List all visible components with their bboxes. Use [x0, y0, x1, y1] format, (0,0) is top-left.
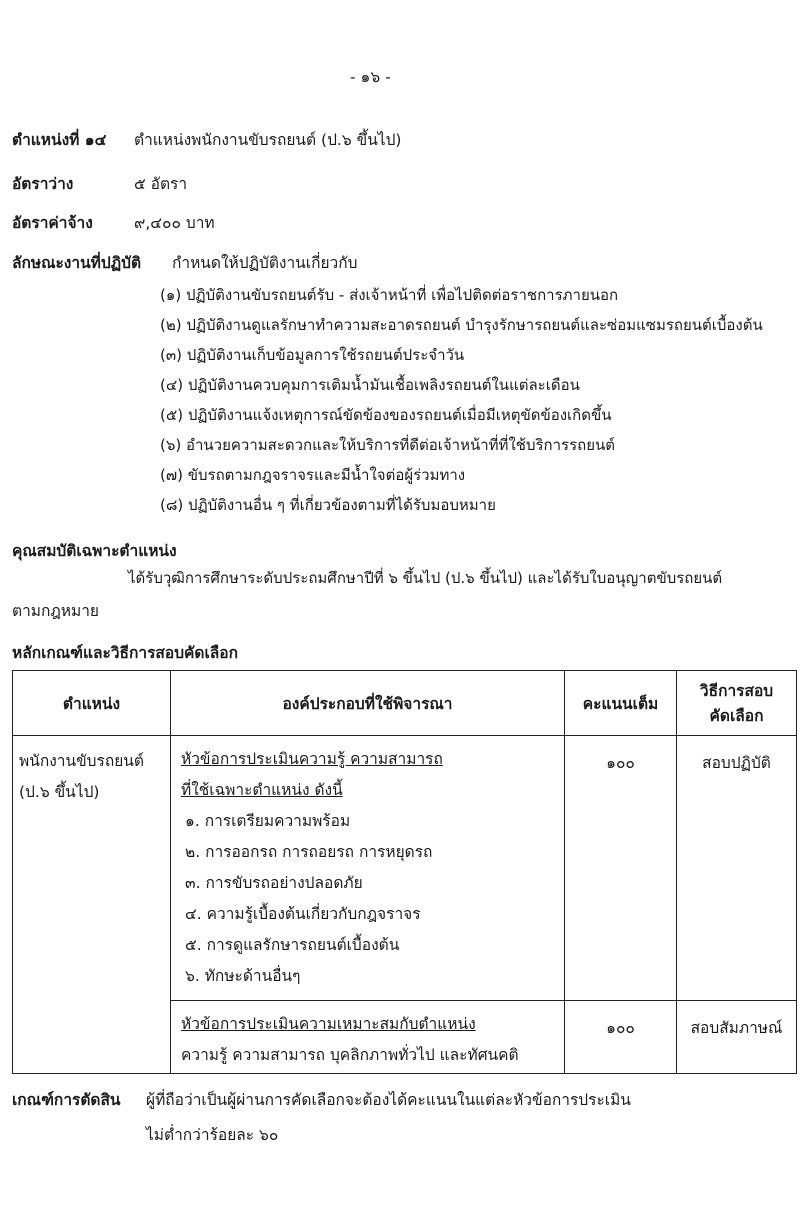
- position-cell-line: พนักงานขับรถยนต์: [19, 752, 144, 770]
- col-header-score: คะแนนเต็ม: [565, 671, 677, 736]
- criteria-table: [12, 670, 797, 1074]
- knowledge-heading: ที่ใช้เฉพาะตำแหน่ง ดังนี้: [181, 781, 343, 799]
- knowledge-heading: หัวข้อการประเมินความรู้ ความสามารถ: [181, 750, 443, 768]
- suitability-detail: ความรู้ ความสามารถ บุคลิกภาพทั่วไป และทัศนคติ: [181, 1046, 519, 1064]
- assessment-item: ๖. ทักษะด้านอื่นๆ: [185, 967, 301, 985]
- vacancy-label: อัตราว่าง: [12, 175, 74, 193]
- criteria-heading: หลักเกณฑ์และวิธีการสอบคัดเลือก: [12, 644, 238, 662]
- assessment-item: ๑. การเตรียมความพร้อม: [185, 812, 351, 830]
- method-cell: สอบสัมภาษณ์: [677, 1001, 797, 1074]
- vacancy-value: ๕ อัตรา: [134, 175, 188, 193]
- position-cell-line: (ป.๖ ขึ้นไป): [19, 783, 100, 801]
- salary-label: อัตราค่าจ้าง: [12, 214, 93, 232]
- decision-label: เกณฑ์การตัดสิน: [12, 1091, 121, 1109]
- score-cell: ๑๐๐: [565, 1001, 677, 1074]
- decision-line1: ผู้ที่ถือว่าเป็นผู้ผ่านการคัดเลือกจะต้องได้คะแนนในแต่ละหัวข้อการประเมิน: [146, 1091, 631, 1109]
- table-header-row: [13, 671, 797, 736]
- assessment-item: ๕. การดูแลรักษารถยนต์เบื้องต้น: [185, 936, 400, 954]
- knowledge-assessment-cell: [171, 736, 565, 1001]
- duty-item: (๑) ปฏิบัติงานขับรถยนต์รับ - ส่งเจ้าหน้าที่ เพื่อไปติดต่อราชการภายนอก: [160, 286, 619, 304]
- suitability-assessment-cell: [171, 1001, 565, 1074]
- position-label: ตำแหน่งที่ ๑๔: [12, 131, 107, 149]
- assessment-item: ๒. การออกรถ การถอยรถ การหยุดรถ: [185, 843, 433, 861]
- score-cell: ๑๐๐: [565, 736, 677, 1001]
- position-cell: [13, 736, 171, 1074]
- duty-item: (๓) ปฏิบัติงานเก็บข้อมูลการใช้รถยนต์ประจำวัน: [160, 346, 465, 364]
- col-header-method-line1: วิธีการสอบ: [699, 682, 774, 700]
- assessment-item: ๓. การขับรถอย่างปลอดภัย: [185, 874, 363, 892]
- table-row: [13, 736, 797, 1001]
- duty-item: (๖) อำนวยความสะดวกและให้บริการที่ดีต่อเจ้าหน้าที่ที่ใช้บริการรถยนต์: [160, 436, 616, 454]
- assessment-item: ๔. ความรู้เบื้องต้นเกี่ยวกับกฎจราจร: [185, 905, 421, 923]
- duties-label: ลักษณะงานที่ปฏิบัติ: [12, 254, 142, 272]
- salary-value: ๙,๔๐๐ บาท: [134, 214, 215, 232]
- decision-line2: ไม่ต่ำกว่าร้อยละ ๖๐: [146, 1126, 279, 1144]
- duty-item: (๘) ปฏิบัติงานอื่น ๆ ที่เกี่ยวข้องตามที่ได้รับมอบหมาย: [160, 496, 496, 514]
- qualification-line2: ตามกฎหมาย: [12, 602, 99, 620]
- duty-item: (๗) ขับรถตามกฎจราจรและมีน้ำใจต่อผู้ร่วมทาง: [160, 466, 466, 484]
- duty-item: (๒) ปฏิบัติงานดูแลรักษาทำความสะอาดรถยนต์ บำรุงรักษารถยนต์และซ่อมแซมรถยนต์เบื้องต้น: [160, 316, 763, 334]
- duty-item: (๔) ปฏิบัติงานควบคุมการเติมน้ำมันเชื้อเพลิงรถยนต์ในแต่ละเดือน: [160, 376, 580, 394]
- page-number: - ๑๖ -: [350, 68, 391, 86]
- qualification-line1: ได้รับวุฒิการศึกษาระดับประถมศึกษาปีที่ ๖ ขึ้นไป (ป.๖ ขึ้นไป) และได้รับใบอนุญาตขับรถยนต์: [128, 569, 723, 587]
- duties-intro: กำหนดให้ปฏิบัติงานเกี่ยวกับ: [172, 254, 358, 272]
- method-cell: สอบปฏิบัติ: [677, 736, 797, 1001]
- duty-item: (๕) ปฏิบัติงานแจ้งเหตุการณ์ขัดข้องของรถยนต์เมื่อมีเหตุขัดข้องเกิดขึ้น: [160, 406, 612, 424]
- col-header-position: ตำแหน่ง: [13, 671, 171, 736]
- col-header-method-line2: คัดเลือก: [709, 707, 764, 725]
- col-header-method: [677, 671, 797, 736]
- position-value: ตำแหน่งพนักงานขับรถยนต์ (ป.๖ ขึ้นไป): [134, 131, 402, 149]
- suitability-heading: หัวข้อการประเมินความเหมาะสมกับตำแหน่ง: [181, 1015, 476, 1033]
- col-header-component: องค์ประกอบที่ใช้พิจารณา: [171, 671, 565, 736]
- qualification-heading: คุณสมบัติเฉพาะตำแหน่ง: [12, 542, 177, 560]
